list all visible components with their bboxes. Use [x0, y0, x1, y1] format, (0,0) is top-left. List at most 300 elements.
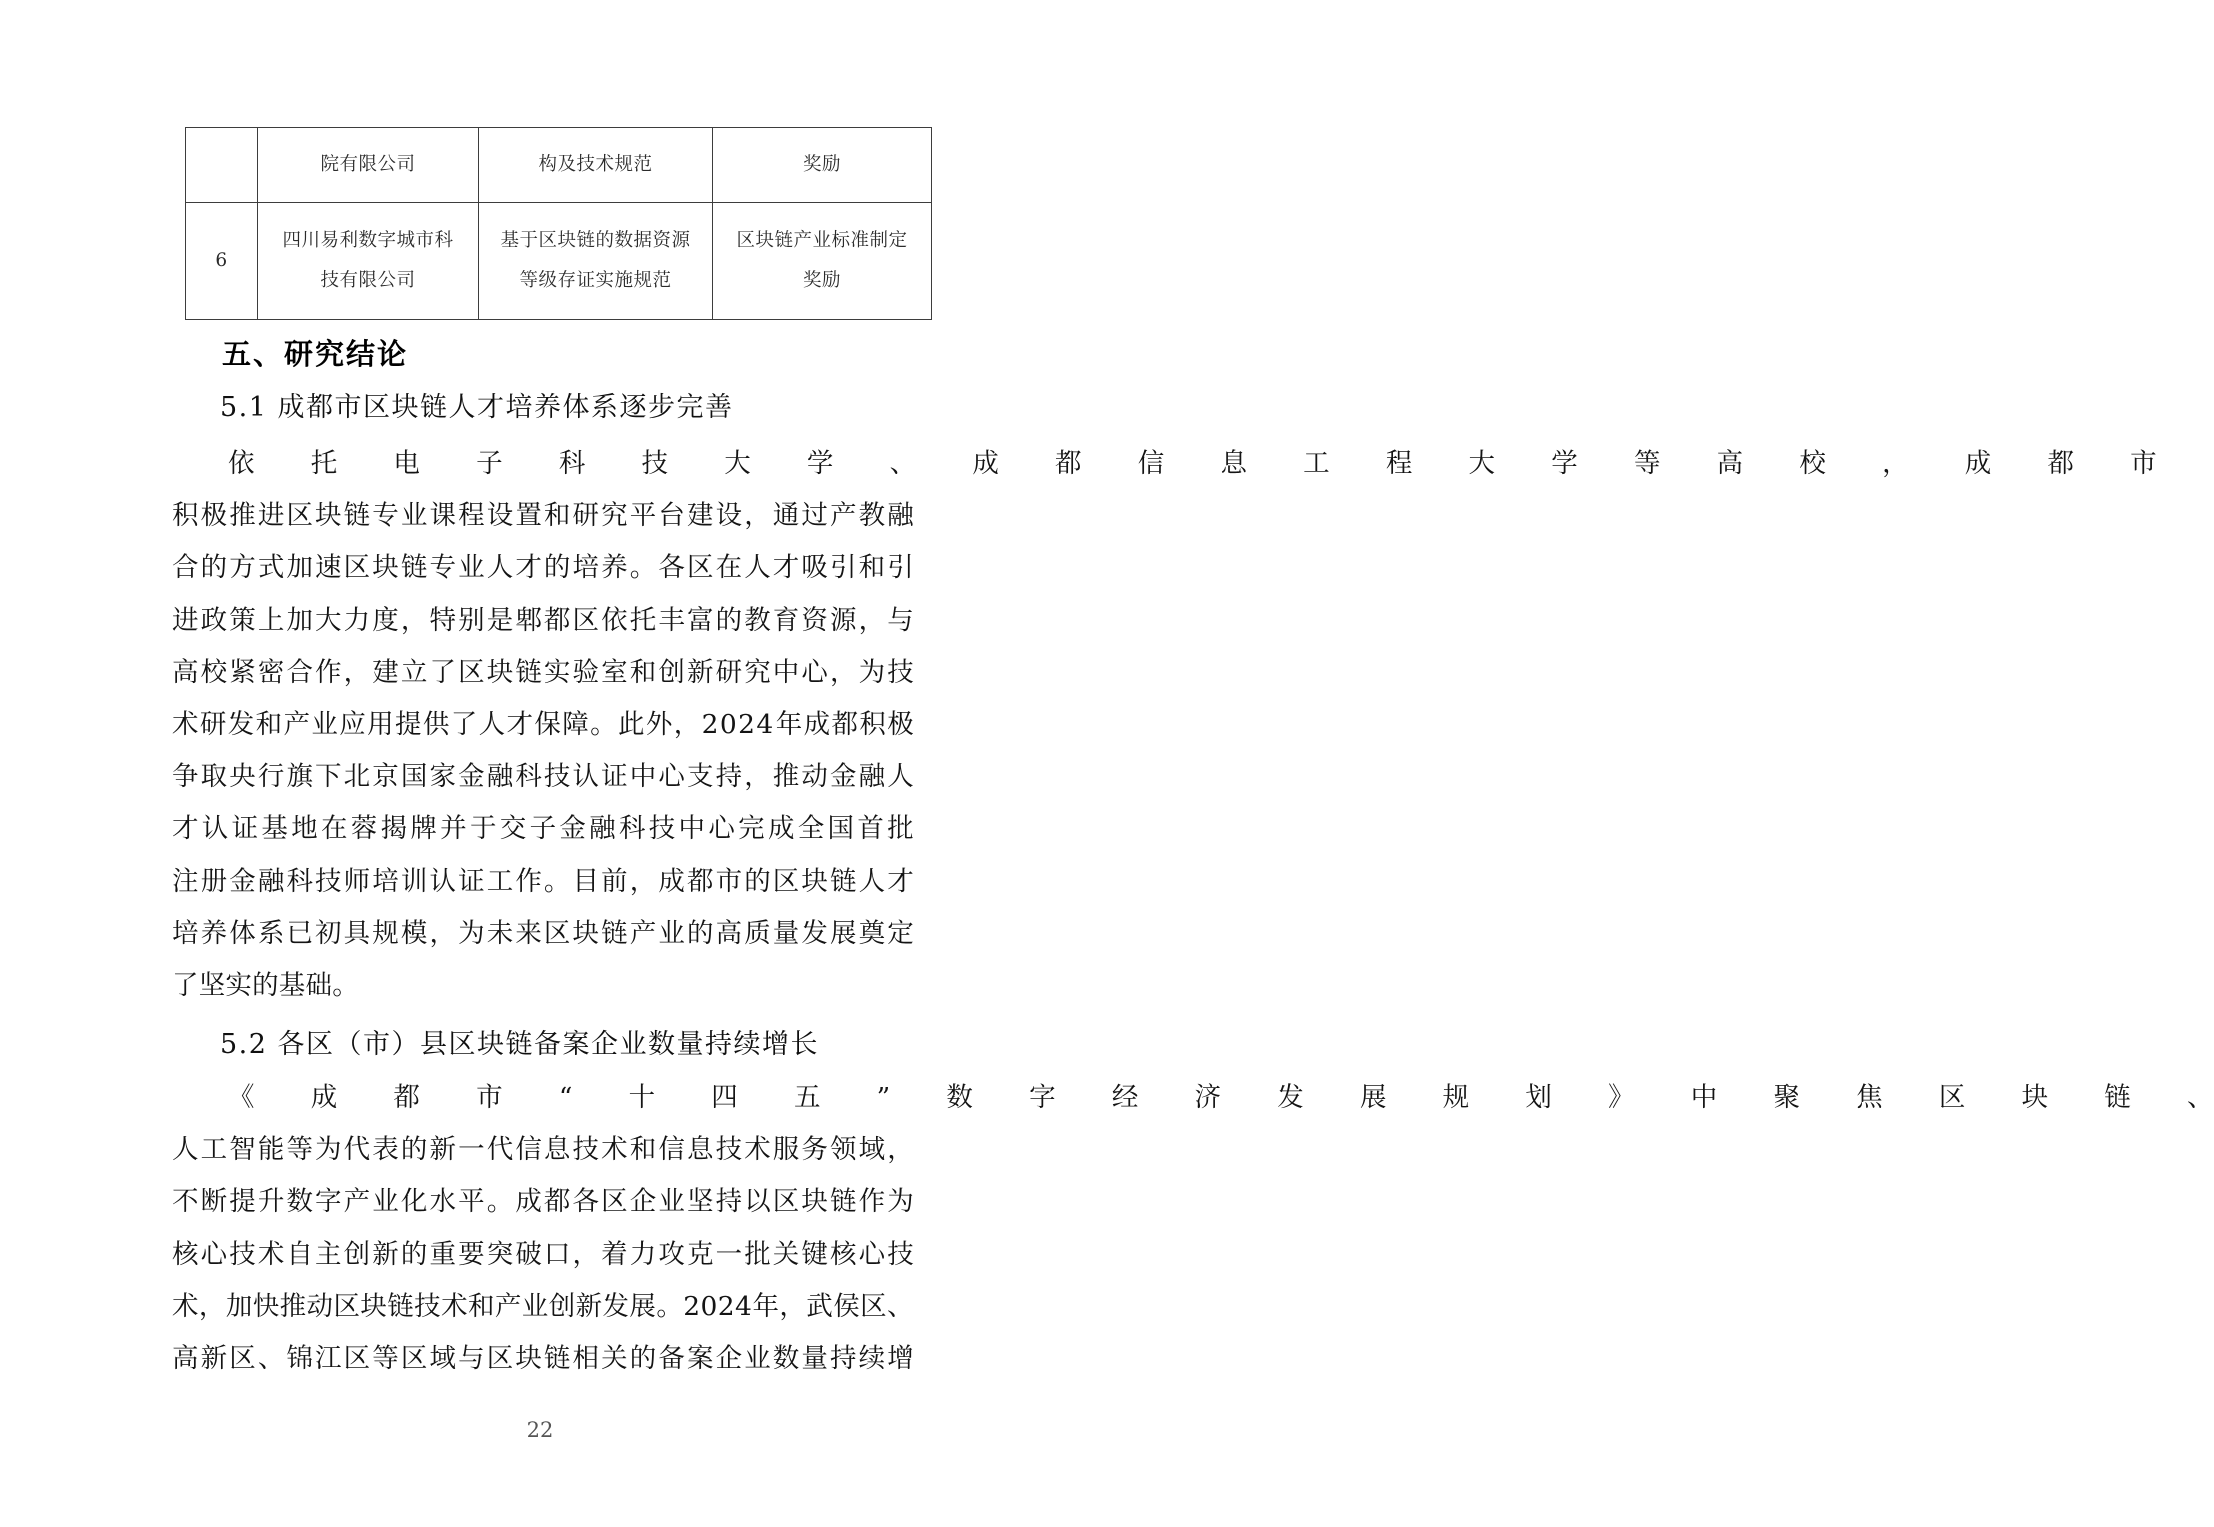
paragraph-glyph: 关 — [601, 1342, 628, 1374]
paragraph-glyph: 紧 — [229, 656, 256, 688]
paragraph-glyph: ， — [858, 604, 886, 636]
paragraph-glyph: 升 — [257, 1186, 285, 1218]
paragraph-glyph: 应 — [339, 708, 366, 740]
paragraph-glyph: 新 — [429, 1134, 457, 1166]
paragraph-glyph: 研 — [715, 656, 743, 688]
paragraph-glyph: 研 — [199, 708, 227, 740]
paragraph-glyph: 信 — [515, 1134, 543, 1166]
paragraph-glyph: 代 — [486, 1134, 514, 1166]
paragraph-glyph: 4 — [756, 708, 774, 740]
paragraph-glyph: 未 — [486, 917, 514, 949]
paragraph-glyph: 务 — [801, 1134, 829, 1166]
paragraph-glyph: 批 — [887, 813, 914, 845]
paragraph-glyph: 子 — [529, 813, 557, 845]
paragraph-line — [172, 856, 914, 908]
paragraph-glyph: 的 — [629, 1342, 657, 1374]
paragraph-glyph: ， — [830, 656, 857, 688]
paragraph-glyph: 发 — [801, 917, 829, 949]
paragraph-glyph: 产 — [830, 500, 857, 532]
paragraph-glyph: 已 — [286, 917, 314, 949]
paragraph-glyph: 取 — [200, 761, 228, 793]
paragraph-glyph: 全 — [797, 813, 825, 845]
paragraph-glyph: 保 — [534, 708, 562, 740]
paragraph-glyph: 争 — [172, 761, 199, 793]
paragraph-glyph: 年 — [775, 708, 803, 740]
paragraph-glyph: 在 — [715, 552, 743, 584]
paragraph-glyph: 技 — [229, 1238, 256, 1270]
paragraph-line — [172, 1176, 914, 1228]
paragraph-glyph: 高 — [715, 917, 743, 949]
paragraph-glyph: 课 — [429, 500, 457, 532]
paragraph-glyph: 区 — [772, 865, 800, 897]
paragraph-glyph: 加 — [286, 552, 314, 584]
paragraph-glyph: 《 — [228, 1082, 255, 1113]
paragraph-glyph: 目 — [572, 865, 600, 897]
paragraph-glyph: 式 — [257, 552, 285, 584]
paragraph-glyph: 央 — [229, 761, 256, 793]
table-container — [185, 127, 908, 320]
paragraph-glyph: 养 — [601, 552, 628, 584]
paragraph-glyph: 人 — [887, 761, 914, 793]
paragraph-glyph: 体 — [229, 917, 256, 949]
paragraph-glyph: 依 — [601, 604, 628, 636]
paragraph-glyph: 引 — [830, 552, 857, 584]
paragraph-glyph: 人 — [858, 865, 886, 897]
paragraph-glyph: 旗 — [286, 761, 314, 793]
paragraph-glyph: 域 — [858, 1134, 886, 1166]
paragraph-glyph: 融 — [257, 865, 285, 897]
paragraph-glyph: 技 — [641, 448, 669, 479]
paragraph-glyph: 链 — [830, 1186, 857, 1218]
paragraph-glyph: 心 — [858, 1238, 886, 1270]
paragraph-5-1-body — [172, 438, 2157, 1012]
paragraph-glyph: 块 — [486, 656, 514, 688]
paragraph-glyph: 作 — [858, 1186, 886, 1218]
paragraph-glyph: 江 — [315, 1342, 342, 1374]
paragraph-glyph: 四 — [711, 1082, 738, 1113]
paragraph-glyph: 。 — [543, 865, 571, 897]
paragraph-glyph: 重 — [429, 1238, 457, 1270]
paragraph-glyph: 心 — [658, 761, 686, 793]
paragraph-glyph: 。 — [629, 552, 657, 584]
paragraph-glyph: 攻 — [658, 1238, 686, 1270]
table-cell-index: 6 — [186, 203, 258, 320]
paragraph-glyph: 策 — [229, 604, 256, 636]
paragraph-glyph: 和 — [543, 500, 571, 532]
paragraph-glyph: ， — [887, 1134, 914, 1166]
paragraph-glyph: 加 — [286, 604, 314, 636]
paragraph-glyph: 中 — [629, 761, 657, 793]
paragraph-glyph: 年 — [752, 1290, 780, 1322]
paragraph-glyph: ， — [400, 604, 428, 636]
paragraph-glyph: 政 — [200, 604, 228, 636]
paragraph-glyph: 质 — [744, 917, 771, 949]
paragraph-glyph: 教 — [858, 500, 886, 532]
paragraph-glyph: 金 — [229, 865, 256, 897]
paragraph-glyph: 电 — [393, 448, 421, 479]
paragraph-glyph: 数 — [946, 1082, 974, 1113]
paragraph-glyph: 和 — [629, 1134, 657, 1166]
paragraph-line — [172, 803, 914, 855]
paragraph-glyph: ， — [572, 1238, 600, 1270]
paragraph-glyph: 北 — [343, 761, 371, 793]
paragraph-glyph: 别 — [458, 604, 485, 636]
paragraph-glyph: 科 — [286, 865, 314, 897]
paragraph-glyph: 断 — [200, 1186, 228, 1218]
paragraph-glyph: 学 — [806, 448, 834, 479]
table-cell-line: 奖励 — [802, 154, 841, 176]
paragraph-glyph: 推 — [772, 761, 800, 793]
paragraph-glyph: 市 — [2130, 448, 2157, 479]
paragraph-glyph: 》 — [1608, 1082, 1635, 1113]
subsection-heading-5-1: 5.1 成都市区块链人才培养体系逐步完善 — [220, 392, 734, 423]
paragraph-glyph: 的 — [686, 917, 714, 949]
paragraph-glyph: 发 — [227, 708, 255, 740]
paragraph-glyph: ， — [744, 761, 771, 793]
paragraph-glyph: 新 — [372, 1238, 399, 1270]
paragraph-line: 了坚实的基础。 — [172, 969, 359, 1001]
paragraph-glyph: 主 — [315, 1238, 342, 1270]
paragraph-glyph: ， — [673, 708, 701, 740]
paragraph-glyph: 新 — [575, 1290, 603, 1322]
paragraph-glyph: 成 — [767, 813, 795, 845]
paragraph-glyph: 设 — [715, 500, 743, 532]
paragraph-glyph: 是 — [486, 604, 514, 636]
paragraph-glyph: 定 — [887, 917, 914, 949]
paragraph-glyph: 平 — [458, 1186, 485, 1218]
paragraph-glyph: 度 — [372, 604, 399, 636]
paragraph-glyph: 规 — [372, 917, 399, 949]
paragraph-glyph: 提 — [229, 1186, 256, 1218]
paragraph-glyph: 坚 — [686, 1186, 714, 1218]
paragraph-glyph: 技 — [887, 1238, 914, 1270]
paragraph-glyph: 4 — [735, 1290, 753, 1322]
paragraph-glyph: 数 — [772, 1342, 800, 1374]
paragraph-glyph: 的 — [744, 865, 771, 897]
paragraph-glyph: 业 — [521, 1290, 549, 1322]
paragraph-glyph: 都 — [1055, 448, 1082, 479]
paragraph-glyph: 新 — [200, 1342, 228, 1374]
blockchain-standards-table — [185, 127, 932, 320]
paragraph-glyph: 等 — [372, 1342, 399, 1374]
paragraph-line — [172, 438, 2157, 490]
paragraph-glyph: 工 — [200, 1134, 228, 1166]
paragraph-glyph: 障 — [562, 708, 589, 740]
paragraph-glyph: 完 — [738, 813, 765, 845]
paragraph-glyph: 合 — [286, 656, 314, 688]
paragraph-glyph: 续 — [858, 1342, 886, 1374]
paragraph-glyph: 业 — [311, 708, 339, 740]
paragraph-glyph: 创 — [343, 1238, 371, 1270]
paragraph-glyph: 校 — [1799, 448, 1827, 479]
paragraph-glyph: 册 — [200, 865, 228, 897]
paragraph-glyph: 金 — [830, 761, 857, 793]
paragraph-glyph: 置 — [515, 500, 543, 532]
paragraph-glyph: 心 — [801, 656, 829, 688]
paragraph-glyph: 推 — [229, 500, 256, 532]
paragraph-glyph: 术 — [601, 1134, 628, 1166]
paragraph-glyph: 力 — [343, 604, 371, 636]
paragraph-glyph: 积 — [172, 500, 199, 532]
paragraph-glyph: 新 — [686, 656, 714, 688]
paragraph-glyph: 心 — [200, 1238, 228, 1270]
paragraph-glyph: 通 — [772, 500, 800, 532]
paragraph-glyph: 才 — [887, 865, 914, 897]
paragraph-glyph: 克 — [686, 1238, 714, 1270]
paragraph-glyph: 十 — [628, 1082, 656, 1113]
paragraph-glyph: 一 — [458, 1134, 485, 1166]
paragraph-glyph: 区 — [772, 1186, 800, 1218]
paragraph-glyph: 为 — [458, 917, 485, 949]
paragraph-glyph: 动 — [306, 1290, 334, 1322]
paragraph-glyph: 才 — [772, 552, 800, 584]
paragraph-glyph: 训 — [400, 865, 428, 897]
paragraph-glyph: 水 — [429, 1186, 457, 1218]
paragraph-glyph: 区 — [686, 552, 714, 584]
paragraph-glyph: 成 — [803, 708, 831, 740]
paragraph-glyph: 推 — [279, 1290, 307, 1322]
subsection-heading-5-2: 5.2 各区（市）县区块链备案企业数量持续增长 — [220, 1029, 820, 1060]
paragraph-glyph: 融 — [858, 761, 886, 793]
paragraph-glyph: 技 — [543, 761, 571, 793]
paragraph-glyph: 金 — [458, 761, 485, 793]
paragraph-glyph: ， — [779, 1290, 807, 1322]
paragraph-glyph: 域 — [429, 1342, 457, 1374]
paragraph-line — [172, 1124, 914, 1176]
paragraph-glyph: 建 — [686, 500, 714, 532]
paragraph-glyph: 融 — [887, 500, 914, 532]
paragraph-glyph: 发 — [1277, 1082, 1304, 1113]
paragraph-glyph: 展 — [629, 1290, 657, 1322]
paragraph-glyph: 家 — [429, 761, 457, 793]
paragraph-glyph: 都 — [543, 1186, 571, 1218]
paragraph-glyph: 术 — [441, 1290, 468, 1322]
paragraph-glyph: 各 — [572, 1186, 600, 1218]
paragraph-glyph: 的 — [200, 552, 228, 584]
paragraph-glyph: 划 — [1525, 1082, 1553, 1113]
paragraph-glyph: 企 — [629, 1186, 657, 1218]
paragraph-glyph: 人 — [744, 552, 771, 584]
paragraph-glyph: 业 — [400, 500, 428, 532]
paragraph-glyph: 加 — [225, 1290, 253, 1322]
paragraph-glyph: 息 — [686, 1134, 714, 1166]
paragraph-glyph: 济 — [1194, 1082, 1222, 1113]
paragraph-glyph: 研 — [572, 500, 600, 532]
paragraph-glyph: 块 — [515, 1342, 543, 1374]
paragraph-line — [172, 1229, 914, 1281]
paragraph-glyph: 富 — [686, 604, 714, 636]
table-row — [186, 128, 932, 203]
paragraph-glyph: 培 — [572, 552, 600, 584]
paragraph-glyph: 核 — [172, 1238, 199, 1270]
paragraph-glyph: 丰 — [658, 604, 686, 636]
paragraph-glyph: 速 — [315, 552, 342, 584]
paragraph-glyph: 业 — [458, 552, 485, 584]
paragraph-glyph: 、 — [887, 1290, 914, 1322]
paragraph-glyph: 大 — [315, 604, 342, 636]
paragraph-glyph: 培 — [172, 917, 199, 949]
paragraph-glyph: 地 — [291, 813, 318, 845]
paragraph-glyph: “ — [558, 1082, 573, 1113]
paragraph-glyph: 究 — [601, 500, 628, 532]
paragraph-glyph: 技 — [315, 865, 342, 897]
paragraph-glyph: 产 — [629, 917, 657, 949]
paragraph-glyph: 极 — [200, 500, 228, 532]
paragraph-glyph: 都 — [393, 1082, 421, 1113]
paragraph-line — [172, 1072, 2214, 1124]
table-cell-line: 等级存证实施规范 — [519, 270, 672, 291]
paragraph-glyph: 立 — [400, 656, 428, 688]
paragraph-glyph: 区 — [286, 500, 314, 532]
paragraph-glyph: 人 — [172, 1134, 199, 1166]
paragraph-glyph: 不 — [172, 1186, 199, 1218]
paragraph-glyph: 都 — [686, 865, 714, 897]
paragraph-glyph: 着 — [601, 1238, 628, 1270]
paragraph-glyph: 作 — [315, 656, 342, 688]
paragraph-glyph: 一 — [715, 1238, 743, 1270]
paragraph-glyph: 验 — [572, 656, 600, 688]
paragraph-glyph: 人 — [486, 552, 514, 584]
paragraph-glyph: 牌 — [410, 813, 438, 845]
paragraph-glyph: ， — [744, 500, 771, 532]
paragraph-glyph: 数 — [286, 1186, 314, 1218]
paragraph-glyph: 持 — [715, 1186, 743, 1218]
paragraph-glyph: 规 — [1442, 1082, 1470, 1113]
paragraph-glyph: 区 — [486, 1342, 514, 1374]
paragraph-glyph: 区 — [1938, 1082, 1966, 1113]
paragraph-glyph: 、 — [257, 1342, 285, 1374]
paragraph-glyph: 区 — [333, 1290, 361, 1322]
paragraph-glyph: 快 — [252, 1290, 280, 1322]
paragraph-glyph: 成 — [1964, 448, 1992, 479]
paragraph-glyph: 来 — [515, 917, 543, 949]
paragraph-glyph: 技 — [887, 656, 914, 688]
paragraph-glyph: 块 — [2021, 1082, 2049, 1113]
paragraph-glyph: 块 — [360, 1290, 388, 1322]
paragraph-glyph: 注 — [172, 865, 199, 897]
paragraph-glyph: 口 — [543, 1238, 571, 1270]
paragraph-glyph: 于 — [469, 813, 497, 845]
paragraph-glyph: 字 — [315, 1186, 342, 1218]
paragraph-glyph: 托 — [310, 448, 338, 479]
paragraph-glyph: 链 — [2104, 1082, 2131, 1113]
paragraph-glyph: 教 — [744, 604, 771, 636]
paragraph-glyph: 和 — [629, 656, 657, 688]
paragraph-glyph: 链 — [830, 865, 857, 897]
paragraph-glyph: 蓉 — [350, 813, 378, 845]
paragraph-glyph: 业 — [372, 1186, 399, 1218]
paragraph-glyph: 0 — [700, 1290, 718, 1322]
paragraph-glyph: 发 — [602, 1290, 630, 1322]
table-cell-award — [713, 128, 932, 203]
paragraph-glyph: 金 — [559, 813, 587, 845]
paragraph-glyph: 产 — [283, 708, 311, 740]
paragraph-glyph: 技 — [414, 1290, 441, 1322]
paragraph-line — [172, 908, 914, 960]
paragraph-glyph: 相 — [572, 1342, 600, 1374]
paragraph-glyph: 前 — [601, 865, 628, 897]
paragraph-glyph: 块 — [801, 1186, 829, 1218]
paragraph-glyph: 侯 — [833, 1290, 860, 1322]
paragraph-glyph: 、 — [889, 448, 917, 479]
paragraph-glyph: 工 — [486, 865, 514, 897]
paragraph-glyph: 息 — [1220, 448, 1248, 479]
paragraph-glyph: 能 — [257, 1134, 285, 1166]
paragraph-glyph: 养 — [200, 917, 228, 949]
paragraph-glyph: 学 — [1551, 448, 1578, 479]
paragraph-glyph: 都 — [831, 708, 859, 740]
paragraph-glyph: 了 — [450, 708, 478, 740]
paragraph-glyph: 链 — [515, 656, 543, 688]
paragraph-glyph: 成 — [658, 865, 686, 897]
paragraph-glyph: 才 — [172, 813, 199, 845]
paragraph-glyph: 破 — [515, 1238, 543, 1270]
paragraph-glyph: 进 — [172, 604, 199, 636]
paragraph-glyph: 锦 — [286, 1342, 314, 1374]
paragraph-glyph: 量 — [772, 917, 800, 949]
paragraph-glyph: 高 — [172, 1342, 199, 1374]
paragraph-glyph: 台 — [658, 500, 686, 532]
paragraph-glyph: ， — [429, 917, 457, 949]
paragraph-glyph: 校 — [200, 656, 228, 688]
paragraph-line — [172, 699, 914, 751]
paragraph-glyph: 了 — [429, 656, 457, 688]
paragraph-glyph: 国 — [400, 761, 428, 793]
paragraph-glyph: ， — [198, 1290, 226, 1322]
paragraph-glyph: 供 — [422, 708, 450, 740]
paragraph-glyph: 工 — [1303, 448, 1330, 479]
paragraph-glyph: ， — [343, 656, 371, 688]
table-row — [186, 203, 932, 320]
paragraph-glyph: 。 — [486, 1186, 514, 1218]
paragraph-glyph: 过 — [801, 500, 829, 532]
paragraph-glyph: 聚 — [1773, 1082, 1801, 1113]
paragraph-glyph: 区 — [400, 1342, 428, 1374]
paragraph-glyph: 极 — [887, 708, 914, 740]
paragraph-glyph: 专 — [429, 552, 457, 584]
paragraph-glyph: 创 — [548, 1290, 576, 1322]
paragraph-glyph: 为 — [858, 656, 886, 688]
paragraph-glyph: 块 — [801, 865, 829, 897]
paragraph-glyph: 建 — [372, 656, 399, 688]
table-cell-line: 奖励 — [802, 270, 841, 291]
paragraph-glyph: 块 — [315, 500, 342, 532]
table-cell-organization — [258, 128, 479, 203]
paragraph-glyph: 区 — [343, 1342, 371, 1374]
paragraph-glyph: 键 — [801, 1238, 829, 1270]
paragraph-glyph: 批 — [744, 1238, 771, 1270]
paragraph-glyph: 链 — [387, 1290, 414, 1322]
paragraph-glyph: 区 — [543, 917, 571, 949]
paragraph-glyph: 经 — [1111, 1082, 1139, 1113]
paragraph-glyph: 都 — [543, 604, 571, 636]
paragraph-glyph: 2 — [738, 708, 756, 740]
page-number: 22 — [526, 1418, 554, 1442]
paragraph-glyph: 高 — [172, 656, 199, 688]
paragraph-glyph: 外 — [645, 708, 673, 740]
paragraph-glyph: 育 — [772, 604, 800, 636]
paragraph-glyph: 的 — [400, 1238, 428, 1270]
paragraph-glyph: 五 — [793, 1082, 821, 1113]
paragraph-glyph: 链 — [601, 917, 628, 949]
paragraph-glyph: 才 — [506, 708, 534, 740]
paragraph-glyph: 信 — [1137, 448, 1165, 479]
table-cell-line: 技有限公司 — [320, 270, 416, 291]
paragraph-glyph: 区 — [572, 604, 600, 636]
paragraph-glyph: 认 — [429, 865, 457, 897]
paragraph-glyph: 引 — [887, 552, 914, 584]
paragraph-glyph: 中 — [678, 813, 706, 845]
